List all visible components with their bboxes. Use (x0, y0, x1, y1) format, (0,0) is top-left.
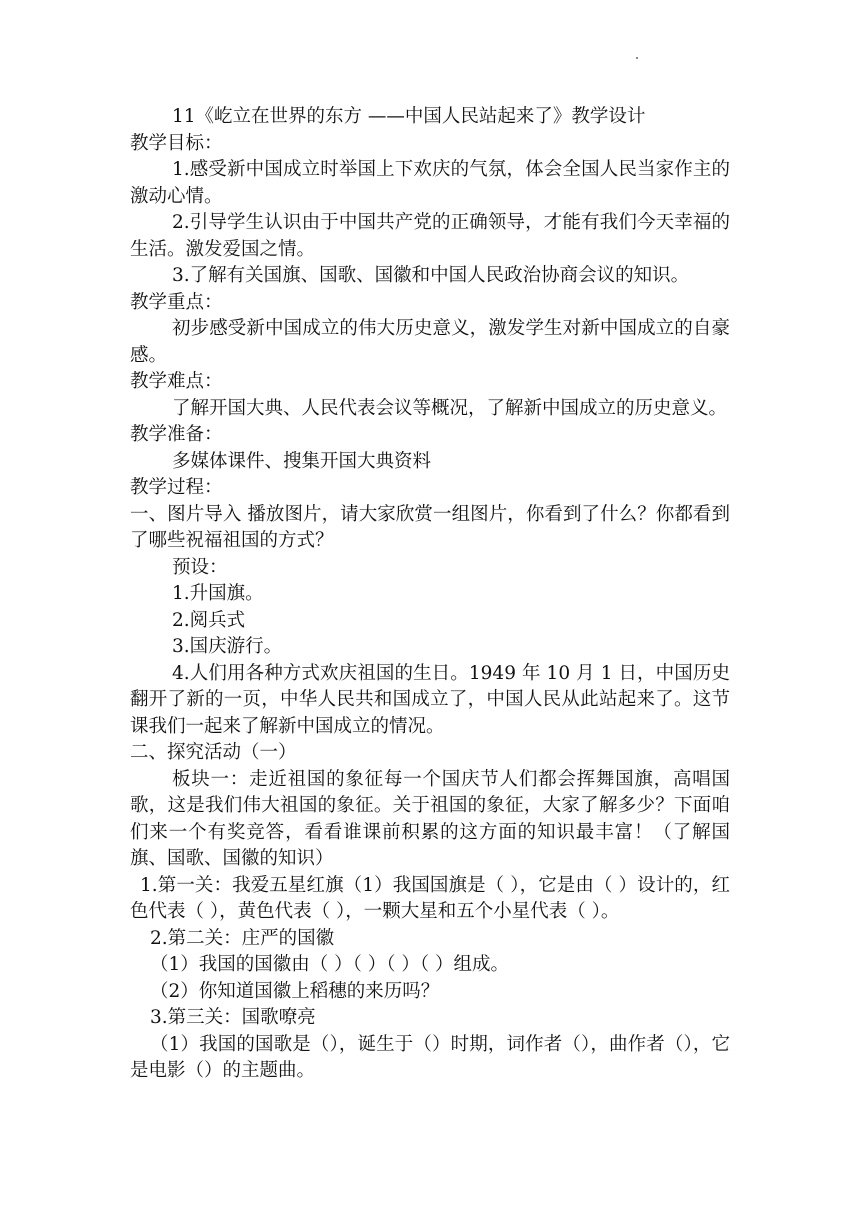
goal-item-3: 3.了解有关国旗、国歌、国徽和中国人民政治协商会议的知识。 (172, 265, 690, 286)
key-points-heading: 教学重点： (130, 291, 223, 313)
level-1-question: 1.第一关：我爱五星红旗（1）我国国旗是（ ），它是由（ ）设计的，红色代表（ ），黄色代表（ ），一颗大星和五个小星代表（ ）。 (130, 874, 730, 922)
key-points-text: 初步感受新中国成立的伟大历史意义，激发学生对新中国成立的自豪感。 (130, 318, 730, 366)
preset-item-4: 4.人们用各种方式欢庆祖国的生日。1949 年 10 月 1 日，中国历史翻开了新的一页，中华人民共和国成立了，中国人民从此站起来了。这节课我们一起来了解新中国成立的情况。 (130, 662, 730, 737)
level-3-heading: 3.第三关：国歌嘹亮 (150, 1007, 316, 1028)
preset-label: 预设： (172, 556, 228, 578)
document-title: 11《屹立在世界的东方 ——中国人民站起来了》教学设计 (172, 106, 646, 127)
block-1-text: 板块一：走近祖国的象征每一个国庆节人们都会挥舞国旗，高唱国歌，这是我们伟大祖国的象征。关于祖国的象征，大家了解多少？下面咱们来一个有奖竞答，看看谁课前积累的这方面的知识最丰富！（了解国旗、国歌、国徽的知识） (130, 768, 730, 869)
step-2-heading: 二、探究活动（一） (130, 742, 297, 763)
preparation-text: 多媒体课件、搜集开国大典资料 (172, 450, 432, 472)
process-heading: 教学过程： (130, 477, 223, 498)
preset-item-3: 3.国庆游行。 (172, 636, 283, 657)
goal-item-1: 1.感受新中国成立时举国上下欢庆的气氛，体会全国人民当家作主的激动心情。 (130, 159, 730, 207)
difficulty-text: 了解开国大典、人民代表会议等概况，了解新中国成立的历史意义。 (172, 397, 728, 419)
level-3-question-1: （1）我国的国歌是（），诞生于（）时期，词作者（），曲作者（），它是电影（）的主题曲。 (130, 1033, 730, 1081)
goal-item-2: 2.引导学生认识由于中国共产党的正确领导，才能有我们今天幸福的生活。激发爱国之情。 (130, 212, 730, 260)
preparation-heading: 教学准备： (130, 424, 223, 445)
level-2-question-1: （1）我国的国徽由（ ）（ ）（ ）（ ）组成。 (150, 954, 510, 975)
goals-heading: 教学目标： (130, 132, 223, 154)
page-marker-dot (636, 57, 638, 59)
document-content (130, 104, 730, 1085)
difficulty-heading: 教学难点： (130, 371, 223, 392)
level-2-heading: 2.第二关：庄严的国徽 (150, 927, 335, 949)
step-1-intro: 一、图片导入 播放图片，请大家欣赏一组图片，你看到了什么？你都看到了哪些祝福祖国的方式？ (130, 503, 730, 551)
preset-item-1: 1.升国旗。 (172, 583, 264, 604)
preset-item-2: 2.阅兵式 (172, 609, 246, 631)
level-2-question-2: （2）你知道国徽上稻穗的来历吗？ (150, 980, 440, 1002)
